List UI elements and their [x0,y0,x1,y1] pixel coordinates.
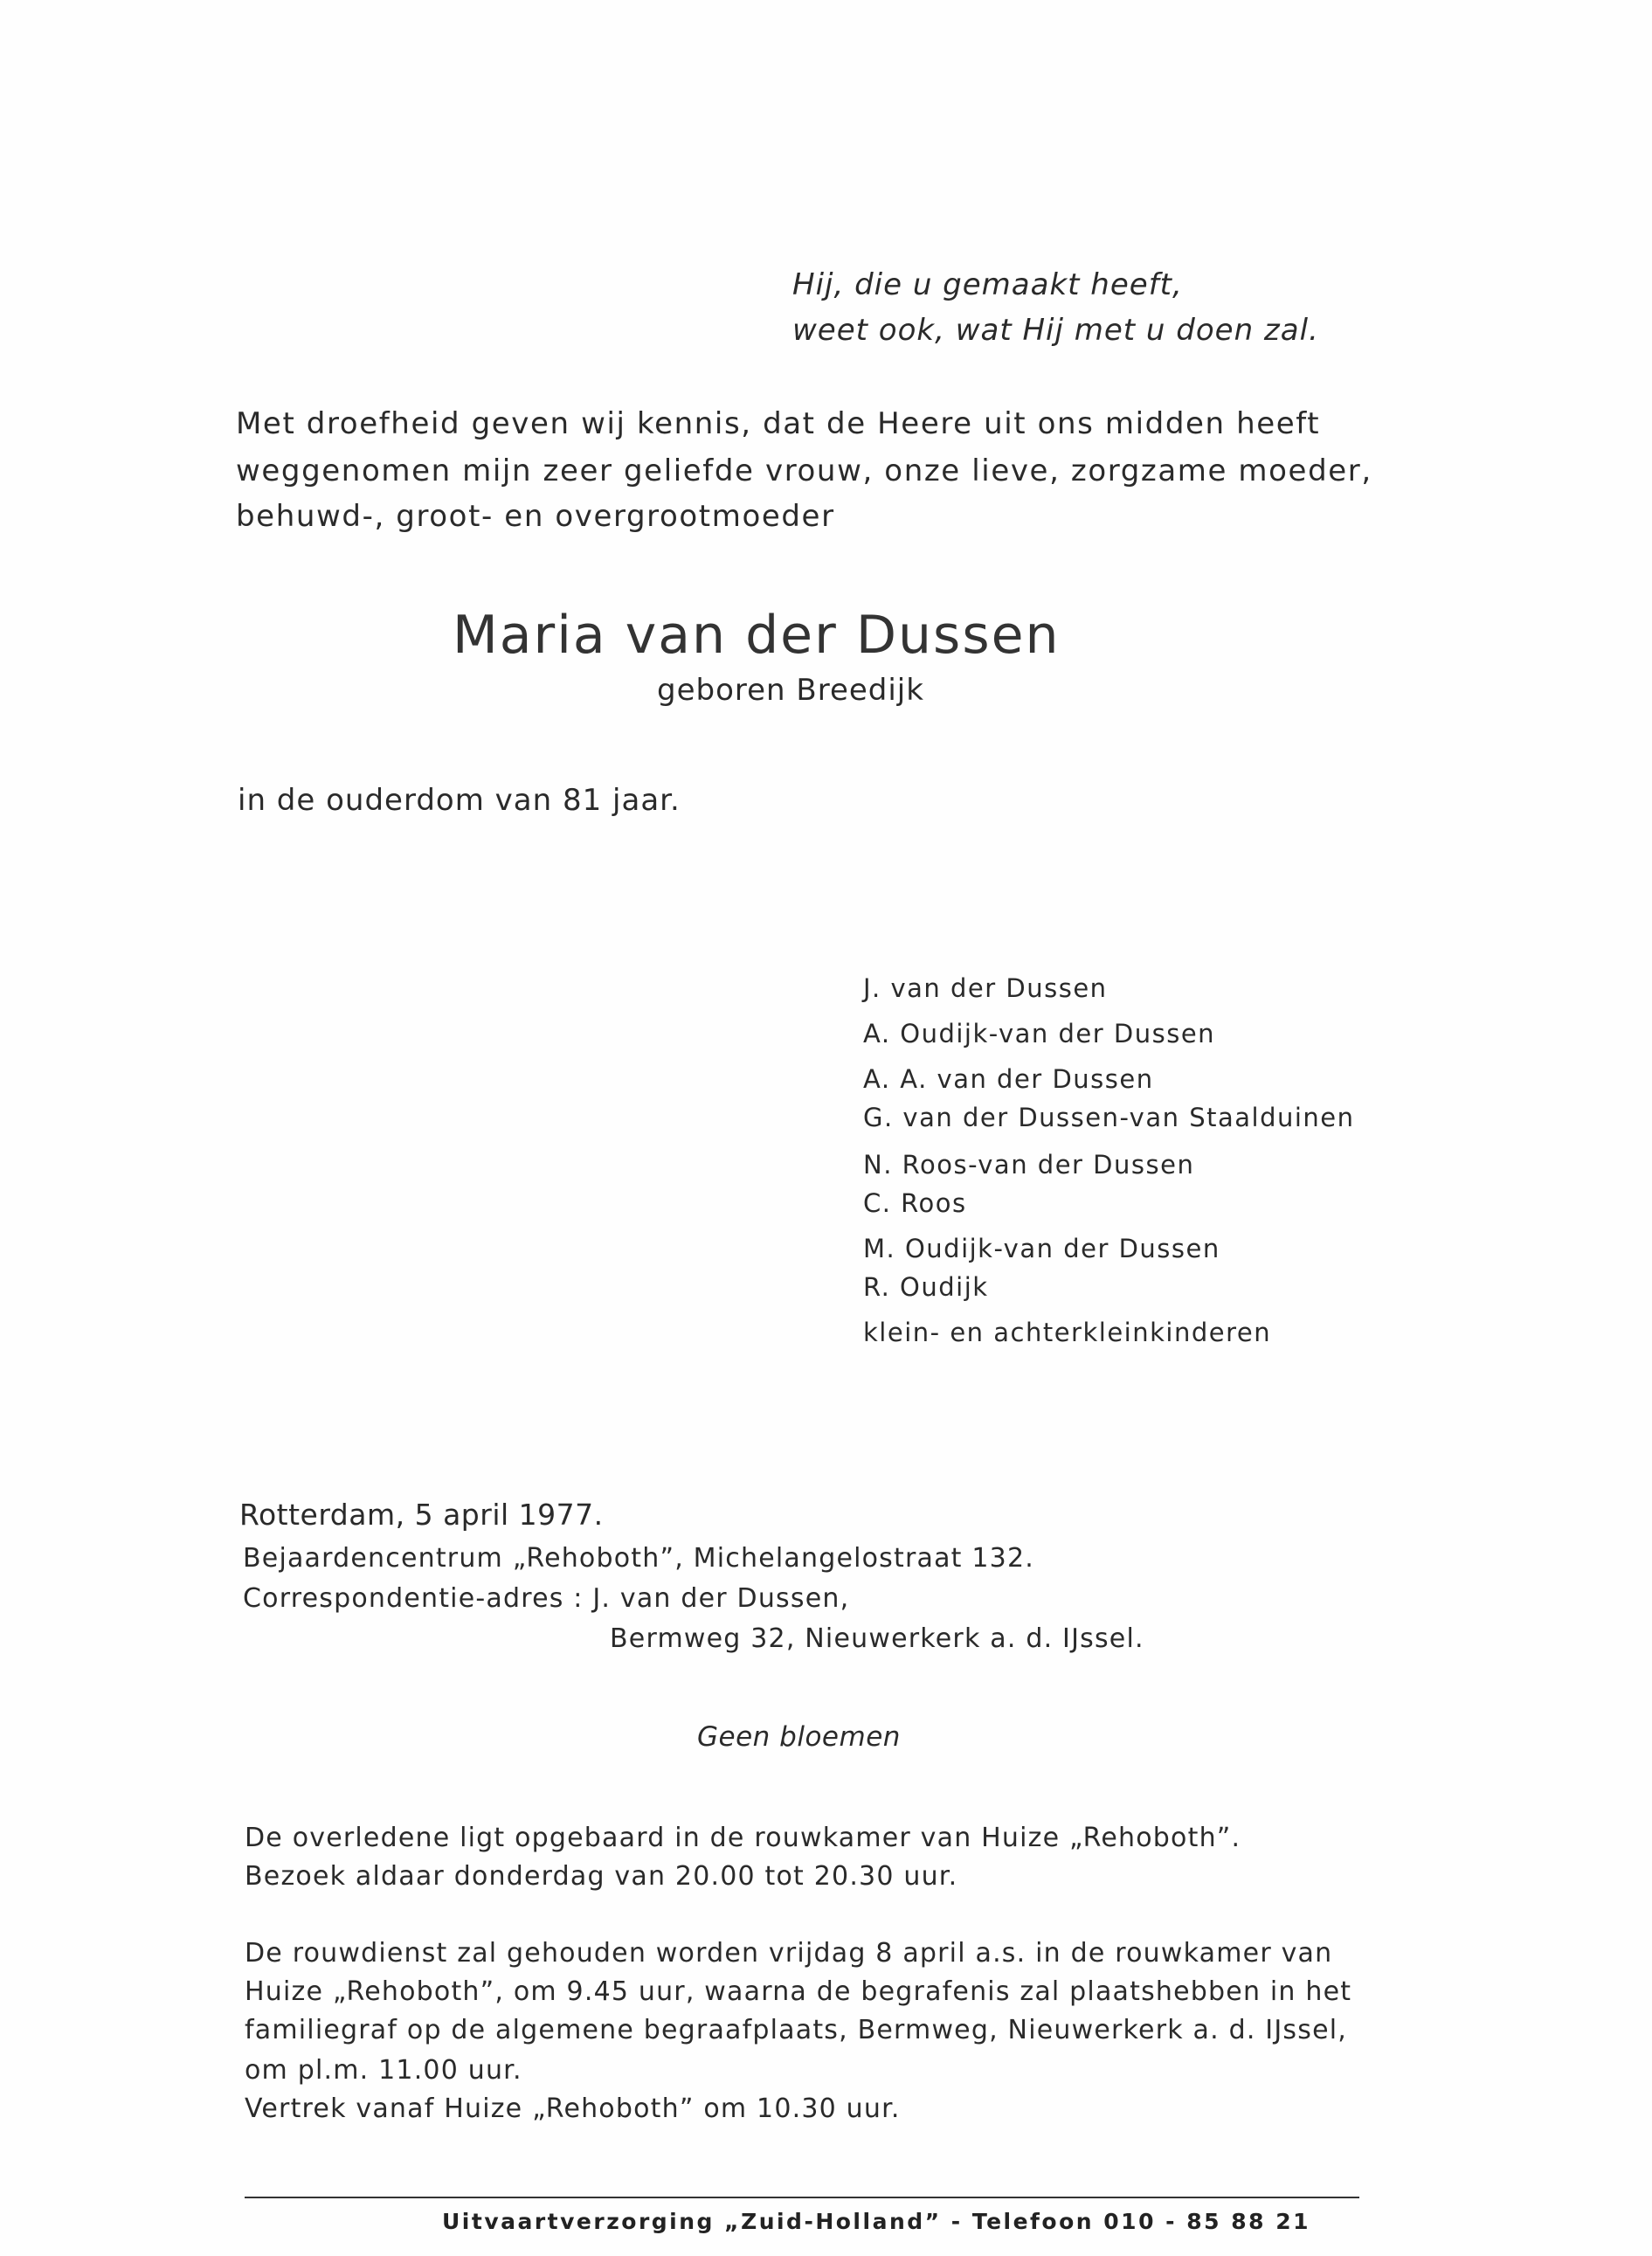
place-date: Rotterdam, 5 april 1977. [239,1498,604,1532]
viewing-line-2: Bezoek aldaar donderdag van 20.00 tot 20.30 uur. [245,1861,958,1892]
family-member: G. van der Dussen-van Staalduinen [863,1103,1355,1132]
address-line-2: Correspondentie-adres : J. van der Dussen, [243,1583,850,1614]
viewing-line-1: De overledene ligt opgebaard in de rouwkamer van Huize „Rehoboth”. [245,1823,1241,1853]
service-line-3: familiegraf op de algemene begraafplaats, Bermweg, Nieuwerkerk a. d. IJssel, [245,2015,1347,2045]
age-line: in de ouderdom van 81 jaar. [238,783,681,818]
service-line-4: om pl.m. 11.00 uur. [245,2055,522,2086]
family-member: J. van der Dussen [863,973,1108,1003]
family-member: C. Roos [863,1188,967,1218]
intro-line-1: Met droefheid geven wij kennis, dat de Heere uit ons midden heeft [236,406,1321,441]
family-member: N. Roos-van der Dussen [863,1150,1195,1180]
deceased-name: Maria van der Dussen [453,605,1061,666]
family-member: klein- en achterkleinkinderen [863,1318,1272,1347]
service-line-5: Vertrek vanaf Huize „Rehoboth” om 10.30 uur. [245,2093,901,2124]
intro-line-2: weggenomen mijn zeer geliefde vrouw, onze lieve, zorgzame moeder, [236,453,1372,488]
maiden-name: geboren Breedijk [657,673,924,708]
service-line-1: De rouwdienst zal gehouden worden vrijdag 8 april a.s. in de rouwkamer van [245,1938,1333,1969]
no-flowers: Geen bloemen [697,1721,901,1753]
family-member: M. Oudijk-van der Dussen [863,1234,1220,1263]
intro-line-3: behuwd-, groot- en overgrootmoeder [236,499,835,534]
address-line-1: Bejaardencentrum „Rehoboth”, Michelangelostraat 132. [243,1543,1034,1574]
footer-divider [245,2197,1359,2198]
family-member: R. Oudijk [863,1272,989,1302]
family-member: A. A. van der Dussen [863,1064,1154,1094]
service-line-2: Huize „Rehoboth”, om 9.45 uur, waarna de begrafenis zal plaatshebben in het [245,1976,1352,2007]
footer-text: Uitvaartverzorging „Zuid-Holland” - Telefoon 010 - 85 88 21 [442,2209,1311,2234]
verse-line-1: Hij, die u gemaakt heeft, [792,267,1183,302]
address-line-3: Bermweg 32, Nieuwerkerk a. d. IJssel. [610,1623,1144,1654]
verse-line-2: weet ook, wat Hij met u doen zal. [792,313,1319,348]
family-member: A. Oudijk-van der Dussen [863,1019,1216,1048]
